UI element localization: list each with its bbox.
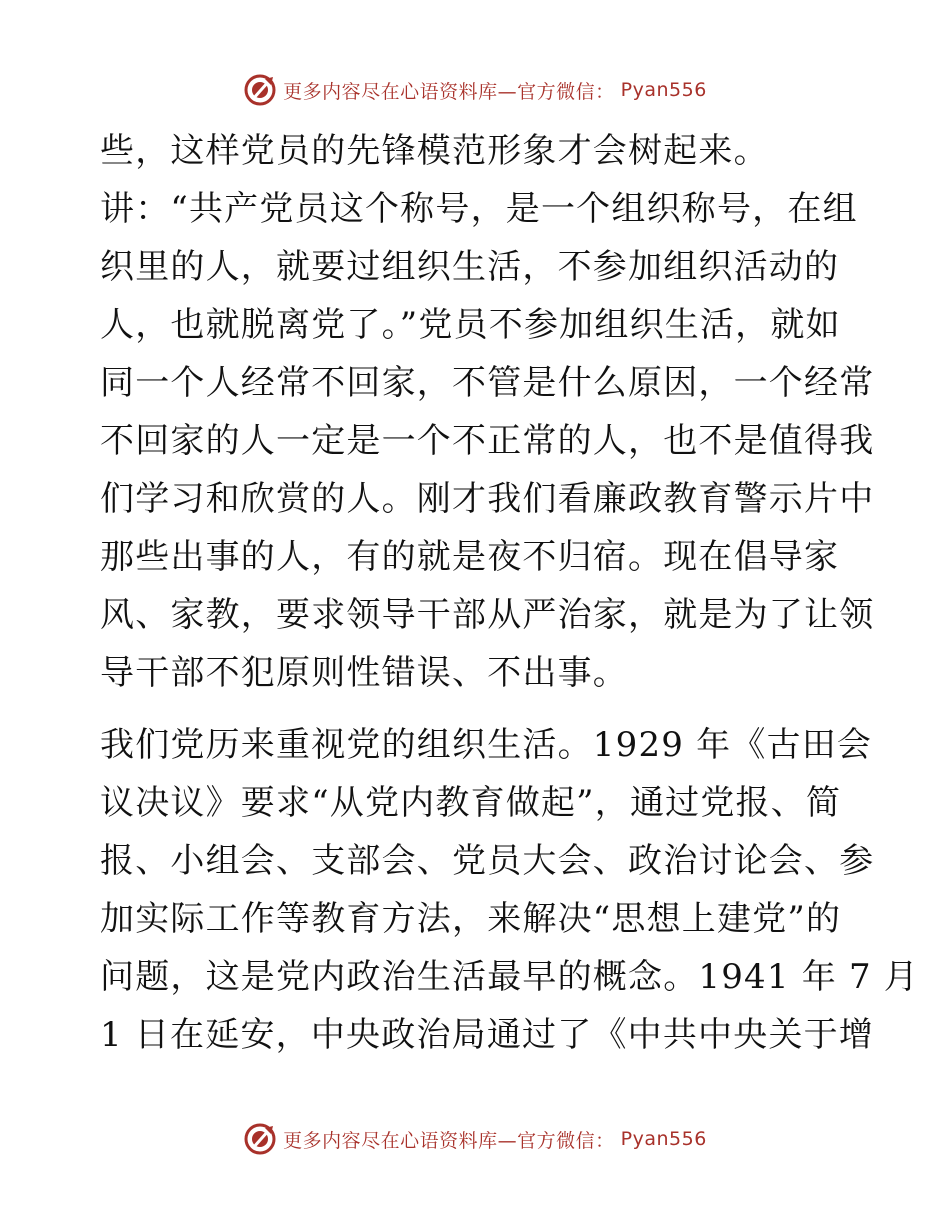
text-line: 不回家的人一定是一个不正常的人，也不是值得我: [100, 421, 875, 461]
text-line: 加实际工作等教育方法，来解决“思想上建党”的: [100, 899, 842, 939]
stamp-logo-icon: [243, 73, 277, 107]
text-line: 人，也就脱离党了。”党员不参加组织生活，就如: [100, 305, 841, 345]
text-line: 导干部不犯原则性错误、不出事。: [100, 653, 628, 693]
text-line: 风、家教，要求领导干部从严治家，就是为了让领: [100, 595, 875, 635]
header-watermark: [0, 72, 950, 108]
text-line: 报、小组会、支部会、党员大会、政治讨论会、参: [100, 841, 875, 881]
stamp-logo-icon: [243, 1122, 277, 1156]
text-line: 们学习和欣赏的人。刚才我们看廉政教育警示片中: [100, 479, 875, 519]
text-line: 讲：“共产党员这个称号，是一个组织称号，在组: [100, 189, 858, 229]
watermark-text: 更多内容尽在心语资料库—官方微信：: [283, 80, 615, 103]
paragraph-2: [100, 716, 919, 1064]
text-line: 问题，这是党内政治生活最早的概念。1941 年 7 月: [100, 957, 919, 997]
text-line: 1 日在延安，中央政治局通过了《中共中央关于增: [100, 1015, 875, 1055]
watermark-text: 更多内容尽在心语资料库—官方微信：: [283, 1129, 615, 1152]
text-line: 议决议》要求“从党内教育做起”，通过党报、简: [100, 783, 842, 823]
watermark-account: Pyan556: [620, 79, 707, 101]
paragraph-spacer: [100, 702, 850, 716]
document-body: [100, 122, 919, 1064]
text-line: 些，这样党员的先锋模范形象才会树起来。: [100, 131, 769, 171]
watermark-account: Pyan556: [620, 1128, 707, 1150]
footer-watermark: [0, 1121, 950, 1157]
text-line: 我们党历来重视党的组织生活。1929 年《古田会: [100, 725, 873, 765]
text-line: 同一个人经常不回家，不管是什么原因，一个经常: [100, 363, 875, 403]
text-line: 织里的人，就要过组织生活，不参加组织活动的: [100, 247, 840, 287]
paragraph-1: [100, 122, 875, 702]
text-line: 那些出事的人，有的就是夜不归宿。现在倡导家: [100, 537, 840, 577]
